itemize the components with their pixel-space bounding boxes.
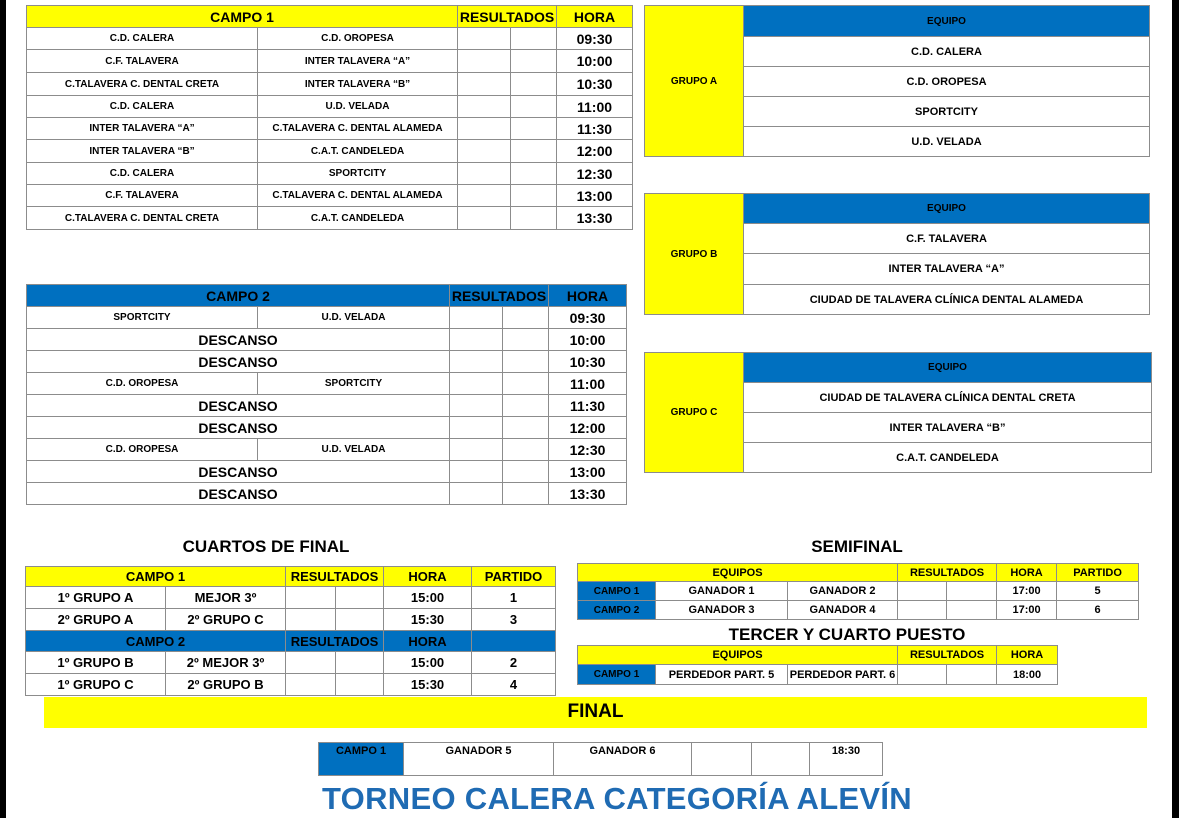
semifinal-table: [577, 563, 1139, 620]
semifinal-partido-header: PARTIDO: [1057, 564, 1139, 582]
result-cell[interactable]: [692, 743, 752, 776]
match-hora: 09:30: [549, 307, 627, 329]
match-away: GANADOR 2: [788, 582, 898, 601]
right-edge-band: [1172, 0, 1179, 818]
final-table: [318, 742, 883, 776]
match-home: C.TALAVERA C. DENTAL CRETA: [27, 207, 258, 230]
campo1-header: CAMPO 1: [27, 6, 458, 28]
campo2-header: CAMPO 2: [27, 285, 450, 307]
result-cell[interactable]: [458, 50, 511, 73]
match-partido: 4: [472, 674, 556, 696]
cuartos-blank-header: [472, 631, 556, 652]
table-row: [26, 609, 556, 631]
result-cell[interactable]: [511, 118, 557, 140]
match-hora: 12:00: [557, 140, 633, 163]
cuartos-title: CUARTOS DE FINAL: [182, 537, 350, 556]
semifinal-title: SEMIFINAL: [811, 537, 903, 556]
grupo-a-team: U.D. VELADA: [744, 127, 1150, 157]
grupo-b-team: INTER TALAVERA “A”: [744, 254, 1150, 285]
match-away: 2º MEJOR 3º: [166, 652, 286, 674]
match-hora: 12:30: [549, 439, 627, 461]
tercer-equipos-header: EQUIPOS: [578, 646, 898, 665]
table-row: [26, 587, 556, 609]
match-hora: 18:30: [810, 743, 883, 776]
result-cell[interactable]: [511, 140, 557, 163]
grupo-a-team: C.D. CALERA: [744, 37, 1150, 67]
match-home: C.F. TALAVERA: [27, 185, 258, 207]
result-cell[interactable]: [511, 207, 557, 230]
match-home: C.D. CALERA: [27, 96, 258, 118]
cuartos-partido-header: PARTIDO: [472, 567, 556, 587]
descanso-label: DESCANSO: [27, 395, 450, 417]
campo2-resultados-header: RESULTADOS: [450, 285, 549, 307]
cuartos-table: [25, 566, 556, 696]
descanso-label: DESCANSO: [27, 351, 450, 373]
result-cell[interactable]: [286, 674, 336, 696]
table-row: [578, 665, 1058, 685]
match-hora: 17:00: [997, 582, 1057, 601]
grupo-b-label: GRUPO B: [645, 194, 744, 315]
table-row: [27, 96, 633, 118]
grupo-b-table: [644, 193, 1150, 315]
table-row: [27, 118, 633, 140]
match-away: 2º GRUPO C: [166, 609, 286, 631]
result-cell[interactable]: [458, 118, 511, 140]
table-row: [27, 439, 627, 461]
result-cell[interactable]: [336, 652, 384, 674]
match-hora: 15:30: [384, 609, 472, 631]
tercer-title: TERCER Y CUARTO PUESTO: [728, 625, 966, 644]
match-hora: 13:00: [549, 461, 627, 483]
semifinal-equipos-header: EQUIPOS: [578, 564, 898, 582]
left-edge-band: [0, 0, 6, 818]
table-row: [27, 395, 627, 417]
table-row: [27, 28, 633, 50]
final-title: FINAL: [567, 701, 624, 722]
campo-label: CAMPO 1: [578, 665, 656, 685]
campo2-hora-header: HORA: [549, 285, 627, 307]
table-row: [27, 483, 627, 505]
match-hora: 11:30: [557, 118, 633, 140]
grupo-c-table: [644, 352, 1152, 473]
result-cell[interactable]: [503, 395, 549, 417]
match-away: C.A.T. CANDELEDA: [258, 207, 458, 230]
grupo-b-team: C.F. TALAVERA: [744, 224, 1150, 254]
match-hora: 15:00: [384, 652, 472, 674]
match-home: GANADOR 5: [404, 743, 554, 776]
grupo-a-label: GRUPO A: [645, 6, 744, 157]
table-row: [27, 185, 633, 207]
table-row: [27, 207, 633, 230]
semifinal-hora-header: HORA: [997, 564, 1057, 582]
match-away: PERDEDOR PART. 6: [788, 665, 898, 685]
match-hora: 10:30: [557, 73, 633, 96]
result-cell[interactable]: [450, 307, 503, 329]
table-row: [27, 351, 627, 373]
result-cell[interactable]: [286, 652, 336, 674]
result-cell[interactable]: [503, 483, 549, 505]
match-hora: 10:00: [549, 329, 627, 351]
result-cell[interactable]: [450, 461, 503, 483]
table-row: [578, 601, 1139, 620]
tercer-hora-header: HORA: [997, 646, 1058, 665]
cuartos-resultados-header: RESULTADOS: [286, 567, 384, 587]
descanso-label: DESCANSO: [27, 461, 450, 483]
result-cell[interactable]: [336, 674, 384, 696]
result-cell[interactable]: [458, 28, 511, 50]
match-hora: 18:00: [997, 665, 1058, 685]
result-cell[interactable]: [450, 329, 503, 351]
result-cell[interactable]: [511, 163, 557, 185]
result-cell[interactable]: [336, 609, 384, 631]
table-row: [319, 743, 883, 776]
result-cell[interactable]: [503, 373, 549, 395]
result-cell[interactable]: [511, 96, 557, 118]
result-cell[interactable]: [458, 96, 511, 118]
tercer-table: [577, 645, 1058, 685]
result-cell[interactable]: [336, 587, 384, 609]
match-hora: 09:30: [557, 28, 633, 50]
table-row: [27, 50, 633, 73]
match-away: C.TALAVERA C. DENTAL ALAMEDA: [258, 118, 458, 140]
match-partido: 3: [472, 609, 556, 631]
match-partido: 2: [472, 652, 556, 674]
result-cell[interactable]: [752, 743, 810, 776]
grupo-a-table: [644, 5, 1150, 157]
result-cell[interactable]: [511, 28, 557, 50]
result-cell[interactable]: [503, 417, 549, 439]
campo1-resultados-header: RESULTADOS: [458, 6, 557, 28]
result-cell[interactable]: [458, 73, 511, 96]
result-cell[interactable]: [947, 665, 997, 685]
result-cell[interactable]: [286, 587, 336, 609]
match-away: INTER TALAVERA “B”: [258, 73, 458, 96]
match-home: C.F. TALAVERA: [27, 50, 258, 73]
descanso-label: DESCANSO: [27, 329, 450, 351]
result-cell[interactable]: [450, 417, 503, 439]
semifinal-resultados-header: RESULTADOS: [898, 564, 997, 582]
result-cell[interactable]: [450, 373, 503, 395]
result-cell[interactable]: [458, 185, 511, 207]
grupo-c-team: INTER TALAVERA “B”: [744, 413, 1152, 443]
match-home: C.D. OROPESA: [27, 373, 258, 395]
result-cell[interactable]: [898, 601, 947, 620]
match-home: GANADOR 1: [656, 582, 788, 601]
cuartos-hora-header: HORA: [384, 567, 472, 587]
match-hora: 15:30: [384, 674, 472, 696]
cuartos-resultados-header-2: RESULTADOS: [286, 631, 384, 652]
result-cell[interactable]: [458, 140, 511, 163]
result-cell[interactable]: [898, 582, 947, 601]
grupo-a-equipo-header: EQUIPO: [744, 6, 1150, 37]
result-cell[interactable]: [450, 483, 503, 505]
match-home: 2º GRUPO A: [26, 609, 166, 631]
tournament-title: TORNEO CALERA CATEGORÍA ALEVÍN: [322, 781, 912, 816]
match-away: C.TALAVERA C. DENTAL ALAMEDA: [258, 185, 458, 207]
match-home: SPORTCITY: [27, 307, 258, 329]
match-away: MEJOR 3º: [166, 587, 286, 609]
match-home: 1º GRUPO A: [26, 587, 166, 609]
result-cell[interactable]: [503, 439, 549, 461]
match-hora: 11:30: [549, 395, 627, 417]
result-cell[interactable]: [511, 185, 557, 207]
match-home: 1º GRUPO B: [26, 652, 166, 674]
match-hora: 12:30: [557, 163, 633, 185]
match-hora: 11:00: [549, 373, 627, 395]
table-row: [27, 140, 633, 163]
match-home: PERDEDOR PART. 5: [656, 665, 788, 685]
tercer-resultados-header: RESULTADOS: [898, 646, 997, 665]
match-away: C.D. OROPESA: [258, 28, 458, 50]
result-cell[interactable]: [458, 163, 511, 185]
grupo-a-team: SPORTCITY: [744, 97, 1150, 127]
match-away: GANADOR 6: [554, 743, 692, 776]
match-away: U.D. VELADA: [258, 96, 458, 118]
grupo-b-equipo-header: EQUIPO: [744, 194, 1150, 224]
result-cell[interactable]: [511, 73, 557, 96]
result-cell[interactable]: [898, 665, 947, 685]
table-row: [27, 307, 627, 329]
grupo-a-team: C.D. OROPESA: [744, 67, 1150, 97]
campo1-table: [26, 5, 633, 230]
campo2-table: [26, 284, 627, 505]
result-cell[interactable]: [450, 439, 503, 461]
match-hora: 13:00: [557, 185, 633, 207]
result-cell[interactable]: [450, 351, 503, 373]
grupo-b-team: CIUDAD DE TALAVERA CLÍNICA DENTAL ALAMEDA: [744, 285, 1150, 315]
result-cell[interactable]: [511, 50, 557, 73]
grupo-c-label: GRUPO C: [645, 353, 744, 473]
match-away: U.D. VELADA: [258, 307, 450, 329]
cuartos-campo2-header: CAMPO 2: [26, 631, 286, 652]
result-cell[interactable]: [947, 582, 997, 601]
match-hora: 12:00: [549, 417, 627, 439]
match-away: INTER TALAVERA “A”: [258, 50, 458, 73]
table-row: [27, 163, 633, 185]
match-hora: 11:00: [557, 96, 633, 118]
campo1-hora-header: HORA: [557, 6, 633, 28]
table-row: [26, 652, 556, 674]
table-row: [26, 674, 556, 696]
descanso-label: DESCANSO: [27, 483, 450, 505]
table-row: [27, 461, 627, 483]
match-hora: 17:00: [997, 601, 1057, 620]
match-home: 1º GRUPO C: [26, 674, 166, 696]
table-row: [27, 417, 627, 439]
campo-label: CAMPO 1: [319, 743, 404, 776]
match-away: GANADOR 4: [788, 601, 898, 620]
result-cell[interactable]: [458, 207, 511, 230]
table-row: [578, 582, 1139, 601]
result-cell[interactable]: [286, 609, 336, 631]
match-home: C.D. OROPESA: [27, 439, 258, 461]
campo-label: CAMPO 2: [578, 601, 656, 620]
result-cell[interactable]: [450, 395, 503, 417]
result-cell[interactable]: [503, 307, 549, 329]
grupo-c-team: CIUDAD DE TALAVERA CLÍNICA DENTAL CRETA: [744, 383, 1152, 413]
table-row: [27, 329, 627, 351]
match-hora: 10:30: [549, 351, 627, 373]
match-hora: 13:30: [549, 483, 627, 505]
table-row: [27, 73, 633, 96]
descanso-label: DESCANSO: [27, 417, 450, 439]
grupo-c-equipo-header: EQUIPO: [744, 353, 1152, 383]
result-cell[interactable]: [503, 461, 549, 483]
match-home: C.TALAVERA C. DENTAL CRETA: [27, 73, 258, 96]
cuartos-hora-header-2: HORA: [384, 631, 472, 652]
match-home: INTER TALAVERA “B”: [27, 140, 258, 163]
match-hora: 13:30: [557, 207, 633, 230]
table-row: [27, 373, 627, 395]
match-away: 2º GRUPO B: [166, 674, 286, 696]
match-away: U.D. VELADA: [258, 439, 450, 461]
match-home: C.D. CALERA: [27, 163, 258, 185]
match-hora: 10:00: [557, 50, 633, 73]
cuartos-campo1-header: CAMPO 1: [26, 567, 286, 587]
match-partido: 6: [1057, 601, 1139, 620]
result-cell[interactable]: [947, 601, 997, 620]
result-cell[interactable]: [503, 351, 549, 373]
campo-label: CAMPO 1: [578, 582, 656, 601]
final-banner: [44, 697, 1147, 728]
result-cell[interactable]: [503, 329, 549, 351]
grupo-c-team: C.A.T. CANDELEDA: [744, 443, 1152, 473]
match-home: GANADOR 3: [656, 601, 788, 620]
match-away: SPORTCITY: [258, 163, 458, 185]
match-away: SPORTCITY: [258, 373, 450, 395]
match-hora: 15:00: [384, 587, 472, 609]
match-partido: 1: [472, 587, 556, 609]
match-away: C.A.T. CANDELEDA: [258, 140, 458, 163]
match-home: C.D. CALERA: [27, 28, 258, 50]
match-partido: 5: [1057, 582, 1139, 601]
match-home: INTER TALAVERA “A”: [27, 118, 258, 140]
